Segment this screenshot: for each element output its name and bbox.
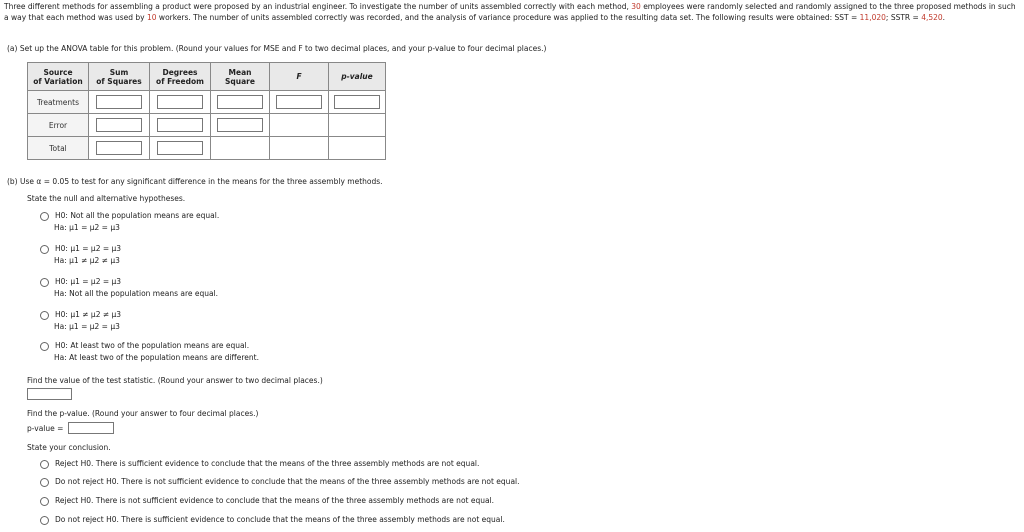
row-label-treatments: Treatments [28, 91, 89, 114]
total-row [28, 137, 386, 160]
header-degrees-of-freedom: Degrees of Freedom [150, 63, 211, 91]
anova-header-row [28, 63, 386, 91]
row-label-error: Error [28, 114, 89, 137]
conclusion-prompt: State your conclusion. [27, 443, 111, 452]
hypothesis-option-4[interactable]: H0: μ1 ≠ μ2 ≠ μ3 Ha: μ1 = μ2 = μ3 [40, 309, 121, 333]
anova-table [27, 62, 386, 160]
sst-value: 11,020 [859, 13, 886, 22]
workers-count: 10 [147, 13, 157, 22]
hypothesis-option-5[interactable]: H0: At least two of the population means are equal. Ha: At least two of the population means are different. [40, 340, 259, 364]
radio-icon[interactable] [40, 278, 49, 287]
p-value-table-input[interactable] [334, 95, 380, 109]
header-f: F [270, 63, 329, 91]
part-b-prompt: (b) Use α = 0.05 to test for any significant difference in the means for the three assembly methods. [7, 177, 383, 186]
header-source: Source of Variation [28, 63, 89, 91]
test-statistic-input[interactable] [27, 388, 72, 400]
conclusion-option-3[interactable]: Reject H0. There is not sufficient evidence to conclude that the means of the three assembly methods are not equal. [40, 496, 494, 506]
hypothesis-option-2[interactable]: H0: μ1 = μ2 = μ3 Ha: μ1 ≠ μ2 ≠ μ3 [40, 243, 121, 267]
intro-text-4: ; SSTR = [885, 13, 922, 22]
treatments-ms-input[interactable] [217, 95, 263, 109]
f-input[interactable] [276, 95, 322, 109]
part-a-prompt: (a) Set up the ANOVA table for this problem. (Round your values for MSE and F to two decimal places, and your p-value to four decimal places.) [7, 44, 547, 53]
conclusion-option-1[interactable]: Reject H0. There is sufficient evidence to conclude that the means of the three assembly methods are not equal. [40, 459, 479, 469]
error-ms-input[interactable] [217, 118, 263, 132]
radio-icon[interactable] [40, 342, 49, 351]
treatments-row [28, 91, 386, 114]
radio-icon[interactable] [40, 516, 49, 525]
hypotheses-prompt: State the null and alternative hypotheses. [27, 194, 186, 203]
treatments-ss-input[interactable] [96, 95, 142, 109]
error-row [28, 114, 386, 137]
radio-icon[interactable] [40, 460, 49, 469]
row-label-total: Total [28, 137, 89, 160]
intro-text-1: Three different methods for assembling a product were proposed by an industrial engineer. To investigate the number of units assembled correctly with each method, [4, 2, 632, 11]
radio-icon[interactable] [40, 497, 49, 506]
hypothesis-option-1[interactable]: H0: Not all the population means are equal. Ha: μ1 = μ2 = μ3 [40, 210, 219, 234]
intro-text-3: workers. The number of units assembled correctly was recorded, and the analysis of variance procedure was applied to the resulting data set. The following results were obtained: SST = [156, 13, 860, 22]
total-ss-input[interactable] [96, 141, 142, 155]
conclusion-option-4[interactable]: Do not reject H0. There is sufficient evidence to conclude that the means of the three assembly methods are not equal. [40, 515, 505, 525]
treatments-df-input[interactable] [157, 95, 203, 109]
radio-icon[interactable] [40, 478, 49, 487]
employees-count: 30 [631, 2, 641, 11]
radio-icon[interactable] [40, 311, 49, 320]
test-statistic-prompt: Find the value of the test statistic. (Round your answer to two decimal places.) [27, 376, 323, 385]
problem-statement [4, 1, 1016, 23]
sstr-value: 4,520 [921, 13, 943, 22]
intro-text-5: . [942, 13, 946, 22]
error-df-input[interactable] [157, 118, 203, 132]
conclusion-option-2[interactable]: Do not reject H0. There is not sufficient evidence to conclude that the means of the three assembly methods are not equal. [40, 477, 520, 487]
radio-icon[interactable] [40, 245, 49, 254]
header-mean-square: Mean Square [211, 63, 270, 91]
p-value-input[interactable] [68, 422, 114, 434]
p-value-label: p-value = [27, 424, 64, 433]
intro-text-2: employees were randomly selected and randomly assigned to the three proposed methods in such a way that each method was used by [4, 2, 1016, 22]
header-sum-of-squares: Sum of Squares [89, 63, 150, 91]
total-df-input[interactable] [157, 141, 203, 155]
radio-icon[interactable] [40, 212, 49, 221]
hypothesis-option-3[interactable]: H0: μ1 = μ2 = μ3 Ha: Not all the population means are equal. [40, 276, 218, 300]
error-ss-input[interactable] [96, 118, 142, 132]
p-value-prompt: Find the p-value. (Round your answer to four decimal places.) [27, 409, 259, 418]
header-p-value: p-value [329, 63, 386, 91]
